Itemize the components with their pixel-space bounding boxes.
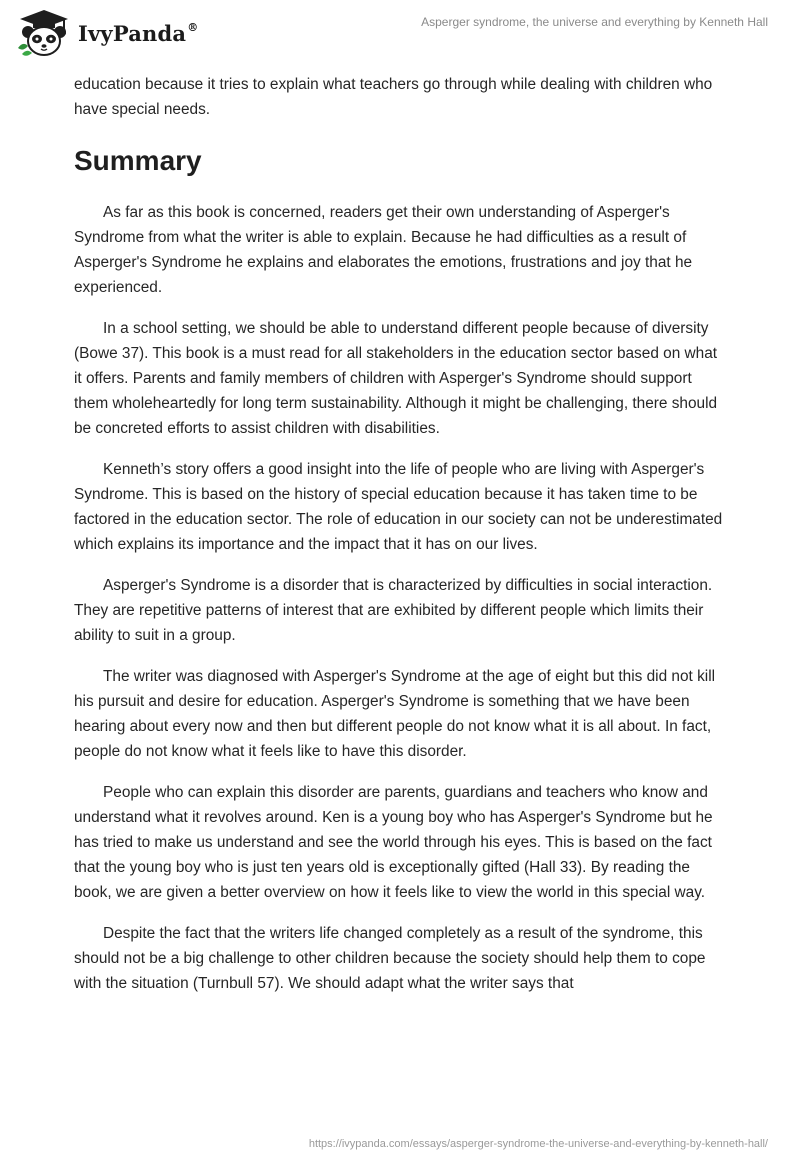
- section-heading: Summary: [74, 145, 202, 176]
- page-header: [0, 0, 800, 64]
- panda-graduation-cap-icon: [14, 8, 74, 58]
- registered-mark: ®: [187, 20, 199, 34]
- paragraph: The writer was diagnosed with Asperger's Syndrome at the age of eight but this did not kill his pursuit and desire for education. Asperger's Syndrome is something that we have been hearing about every now and then but different people do not know what it is all about. In fact, people do not know what it feels like to have this disorder.: [74, 668, 716, 760]
- paragraph: In a school setting, we should be able to understand different people because of diversity (Bowe 37). This book is a must read for all stakeholders in the education sector based on what it offers. Parents and family members of children with Asperger's Syndrome should support them wholeheartedly for long term sustainability. Although it might be challenging, there should be concreted efforts to assist children with disabilities.: [74, 320, 718, 437]
- paragraph: People who can explain this disorder are parents, guardians and teachers who know and understand what it revolves around. Ken is a young boy who has Asperger's Syndrome but he has tried to make us understand and see the world through his eyes. This is based on the fact that the young boy who is just ten years old is exceptionally gifted (Hall 33). By reading the book, we are given a better overview on how it feels like to view the world in this special way.: [74, 784, 713, 901]
- brand-name: [78, 21, 198, 46]
- brand-label: IvyPanda: [78, 20, 187, 46]
- paragraph: Despite the fact that the writers life changed completely as a result of the syndrome, this should not be a big challenge to other children because the society should help them to cope with the situation (Turnbull 57). We should adapt what the writer says that: [74, 925, 706, 992]
- article-body: [74, 72, 724, 996]
- paragraph: Kenneth’s story offers a good insight into the life of people who are living with Asperger's Syndrome. This is based on the history of special education because it has taken time to be factored in the education sector. The role of education in our society can not be underestimated which explains its importance and the impact that it has on our lives.: [74, 461, 723, 553]
- ivypanda-logo[interactable]: [14, 8, 198, 58]
- document-title: Asperger syndrome, the universe and everything by Kenneth Hall: [421, 15, 768, 29]
- paragraph: Asperger's Syndrome is a disorder that is characterized by difficulties in social interaction. They are repetitive patterns of interest that are exhibited by different people which limits their ability to suit in a group.: [74, 577, 713, 644]
- source-url-link[interactable]: https://ivypanda.com/essays/asperger-syndrome-the-universe-and-everything-by-kenneth-hall/: [308, 1138, 768, 1150]
- lead-paragraph: education because it tries to explain what teachers go through while dealing with children who have special needs.: [74, 76, 713, 118]
- paragraph: As far as this book is concerned, readers get their own understanding of Asperger's Syndrome from what the writer is able to explain. Because he had difficulties as a result of Asperger's Syndrome he explains and elaborates the emotions, frustrations and joy that he experienced.: [74, 204, 693, 296]
